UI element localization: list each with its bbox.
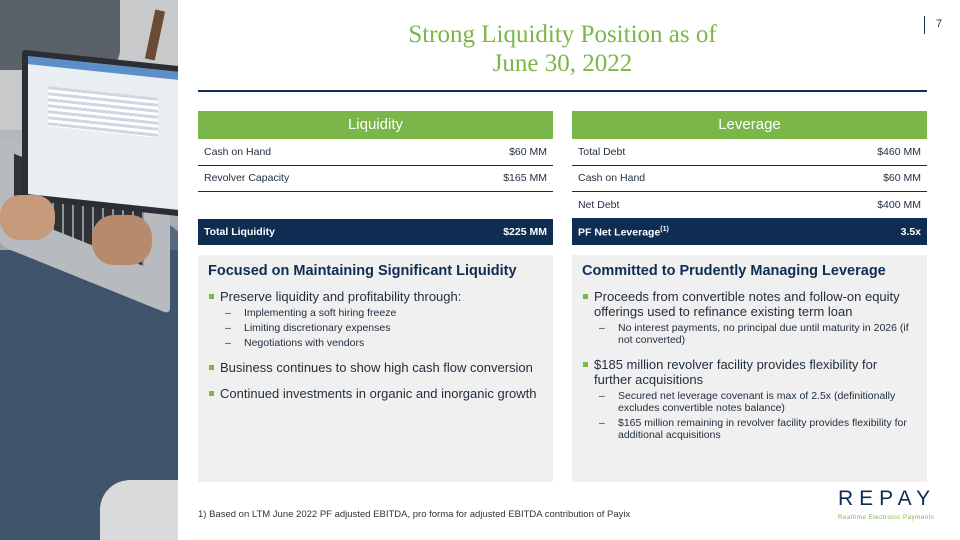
liquidity-table <box>198 111 553 245</box>
footnote-ref: (1) <box>660 225 669 233</box>
sub-bullet-item: – Limiting discretionary expenses <box>208 322 543 334</box>
row-value: $60 MM <box>509 145 547 158</box>
page-title <box>300 20 825 78</box>
repay-logo <box>838 488 948 524</box>
laptop-photo <box>0 0 178 540</box>
leverage-table <box>572 111 927 245</box>
bullet-item: Business continues to show high cash flow conversion <box>208 360 543 375</box>
leverage-table-header: Leverage <box>572 111 927 139</box>
box-title: Focused on Maintaining Significant Liquidity <box>208 263 517 279</box>
box-title: Committed to Prudently Managing Leverage <box>582 263 886 279</box>
table-row <box>198 139 553 166</box>
bullet-item: Preserve liquidity and profitability through: <box>208 289 543 304</box>
total-value: $225 MM <box>503 225 547 238</box>
liquidity-table-header: Liquidity <box>198 111 553 139</box>
table-row <box>572 192 927 219</box>
row-label: Net Debt <box>578 198 620 211</box>
title-line-1: Strong Liquidity Position as of <box>408 21 717 48</box>
row-value: $400 MM <box>877 198 921 211</box>
bullet-item: Proceeds from convertible notes and follow-on equity offerings used to refinance existing term loan <box>582 289 917 319</box>
row-value: $165 MM <box>503 172 547 185</box>
title-line-2: June 30, 2022 <box>492 50 633 77</box>
page-number: 7 <box>936 18 943 30</box>
logo-tagline: Realtime Electronic Payments <box>838 514 935 521</box>
table-row <box>572 139 927 166</box>
footnote: 1) Based on LTM June 2022 PF adjusted EBITDA, pro forma for adjusted EBITDA contribution of Payix <box>198 509 631 520</box>
header-divider <box>198 90 927 92</box>
row-label: Revolver Capacity <box>204 172 290 185</box>
row-value: $460 MM <box>877 145 921 158</box>
total-value: 3.5x <box>900 225 921 238</box>
table-row <box>572 166 927 193</box>
row-value: $60 MM <box>883 172 921 185</box>
bullet-item: $185 million revolver facility provides flexibility for further acquisitions <box>582 357 917 387</box>
row-label: Total Debt <box>578 145 626 158</box>
table-total-row <box>198 219 553 246</box>
total-label-text: PF Net Leverage <box>578 226 661 238</box>
sub-bullet-item: – No interest payments, no principal due until maturity in 2026 (if not converted) <box>582 322 917 346</box>
sub-bullet-item: – Negotiations with vendors <box>208 337 543 349</box>
row-label: Cash on Hand <box>204 145 272 158</box>
leverage-notes-box <box>572 255 927 482</box>
total-label <box>578 226 669 239</box>
table-row <box>198 166 553 193</box>
total-label: Total Liquidity <box>204 225 275 238</box>
liquidity-notes-box <box>198 255 553 482</box>
bullet-item: Continued investments in organic and inorganic growth <box>208 386 543 401</box>
sub-bullet-item: – Implementing a soft hiring freeze <box>208 307 543 319</box>
page-number-divider <box>924 16 925 34</box>
sub-bullet-item: – $165 million remaining in revolver facility provides flexibility for additional acquisitions <box>582 417 917 441</box>
table-row-empty <box>198 192 553 219</box>
sub-bullet-item: – Secured net leverage covenant is max of 2.5x (definitionally excludes convertible notes balance) <box>582 390 917 414</box>
table-total-row <box>572 219 927 246</box>
logo-wordmark: REPAY <box>838 487 937 510</box>
row-label: Cash on Hand <box>578 172 646 185</box>
